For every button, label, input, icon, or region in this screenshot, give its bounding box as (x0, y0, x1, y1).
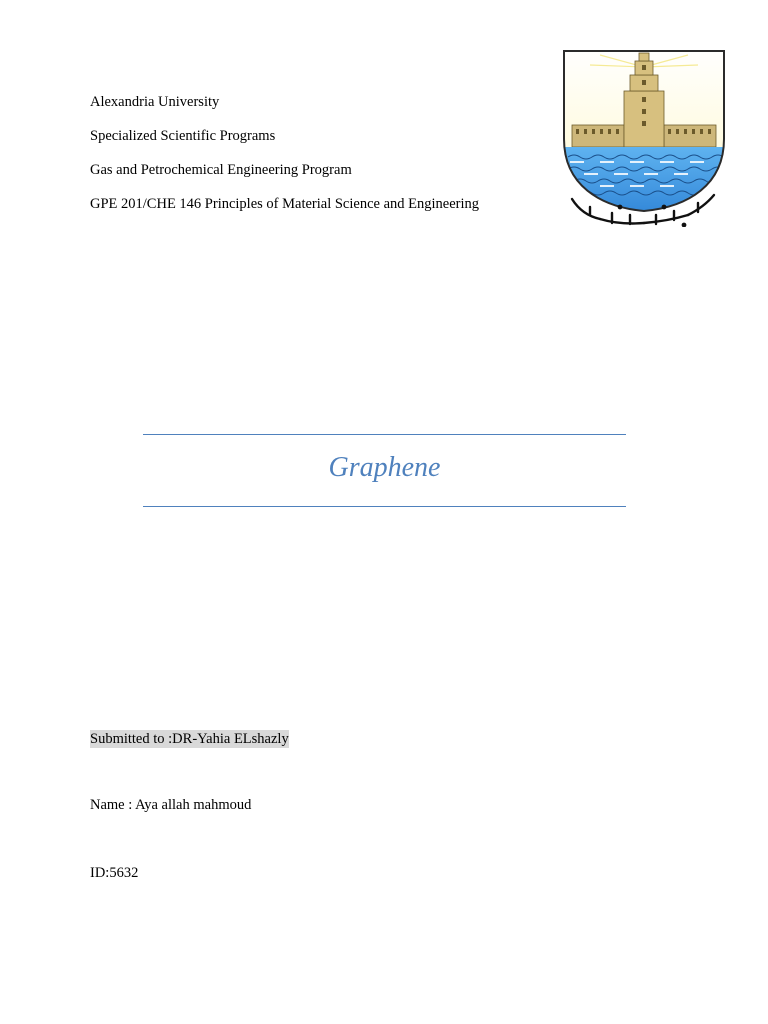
course-name: GPE 201/CHE 146 Principles of Material Science and Engineering (90, 196, 479, 212)
title-bottom-rule (143, 506, 626, 507)
student-name-line: Name : Aya allah mahmoud (90, 797, 252, 813)
student-id-line: ID:5632 (90, 865, 139, 881)
department-name: Gas and Petrochemical Engineering Program (90, 162, 352, 178)
document-title: Graphene (328, 452, 441, 483)
university-name: Alexandria University (90, 94, 220, 110)
title-top-rule (143, 434, 626, 435)
program-name: Specialized Scientific Programs (90, 128, 276, 144)
submitted-to-line: Submitted to :DR-Yahia ELshazly (90, 731, 289, 747)
alexandria-university-lighthouse-seal-icon (560, 47, 728, 227)
